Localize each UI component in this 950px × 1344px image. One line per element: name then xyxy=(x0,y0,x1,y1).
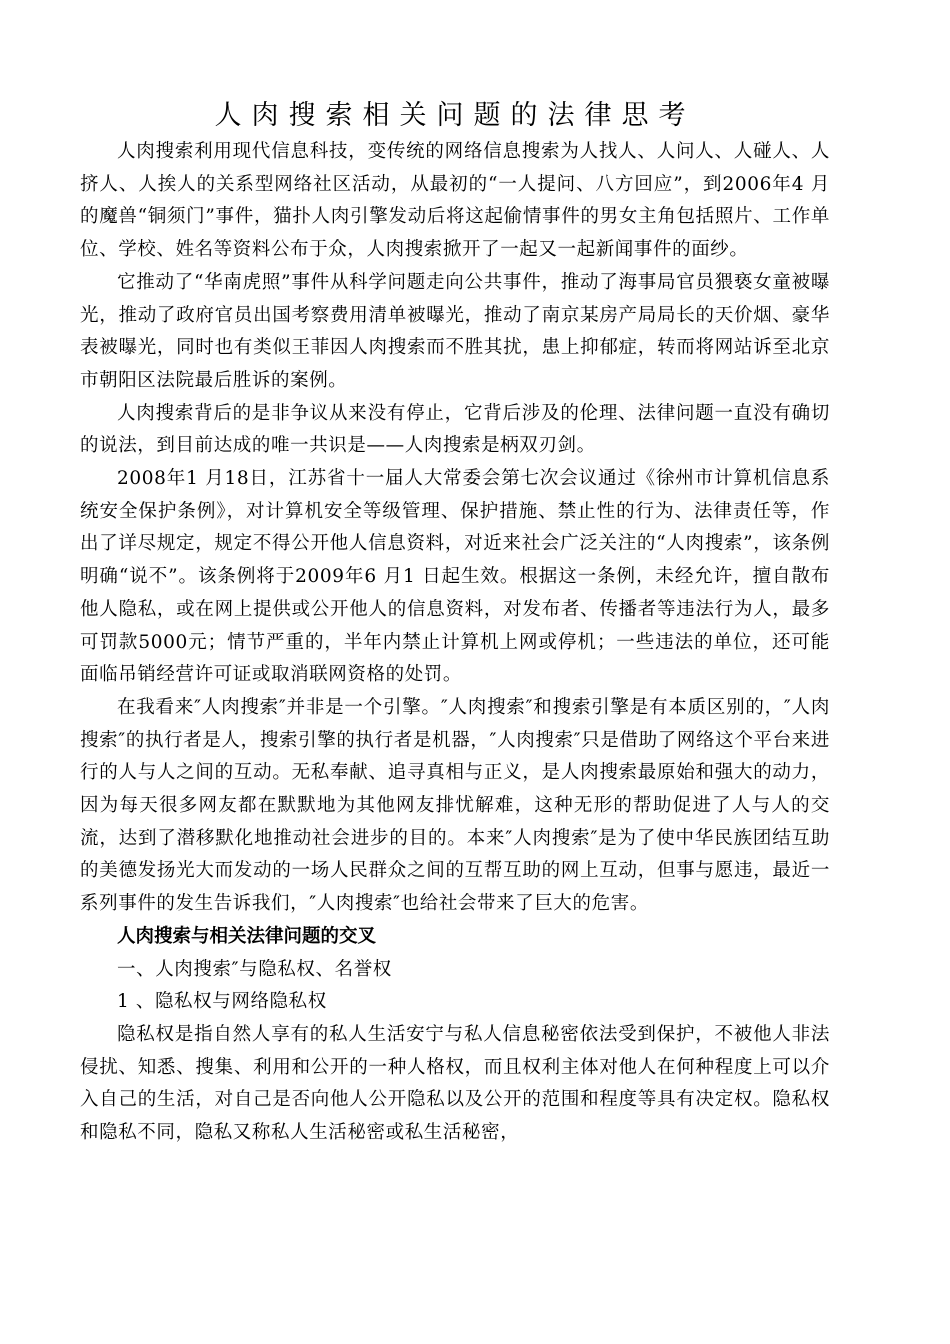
section-heading: 人肉搜索与相关法律问题的交叉 xyxy=(117,925,377,947)
paragraph: 人肉搜索背后的是非争议从来没有停止，它背后涉及的伦理、法律问题一直没有确切的说法，到目前达成的唯一共识是——人肉搜索是柄双刃剑。 xyxy=(80,402,830,457)
document-page xyxy=(80,96,830,1150)
paragraph: 隐私权是指自然人享有的私人生活安宁与私人信息秘密依法受到保护，不被他人非法侵扰、知悉、搜集、利用和公开的一种人格权，而且权利主体对他人在何种程度上可以介入自己的生活，对自己是否向他人公开隐私以及公开的范围和程度等具有决定权。隐私权和隐私不同，隐私又称私人生活秘密或私生活秘密， xyxy=(80,1023,830,1144)
paragraph: 它推动了“华南虎照”事件从科学问题走向公共事件，推动了海事局官员猥亵女童被曝光，推动了政府官员出国考察费用清单被曝光，推动了南京某房产局局长的天价烟、豪华表被曝光，同时也有类似王菲因人肉搜索而不胜其扰，患上抑郁症，转而将网站诉至北京市朝阳区法院最后胜诉的案例。 xyxy=(80,271,830,391)
document-title: 人肉搜索相关问题的法律思考 xyxy=(214,100,696,131)
subheading: 一、人肉搜索″与隐私权、名誉权 xyxy=(117,958,392,980)
paragraph: 人肉搜索利用现代信息科技，变传统的网络信息搜索为人找人、人问人、人碰人、人挤人、人挨人的关系型网络社区活动，从最初的“一人提问、八方回应”，到2006年4 月的魔兽“铜须门”事件，猫扑人肉引擎发动后将这起偷情事件的男女主角包括照片、工作单位、学校、姓名等资料公布于众，人肉搜索掀开了一起又一起新闻事件的面纱。 xyxy=(80,141,830,261)
subheading: 1 、隐私权与网络隐私权 xyxy=(117,991,327,1013)
paragraph: 2008年1 月18日，江苏省十一届人大常委会第七次会议通过《徐州市计算机信息系统安全保护条例》，对计算机安全等级管理、保护措施、禁止性的行为、法律责任等，作出了详尽规定，规定不得公开他人信息资料，对近来社会广泛关注的“人肉搜索”，该条例明确“说不”。该条例将于2009年6 月1 日起生效。根据这一条例，未经允许，擅自散布他人隐私，或在网上提供或公开他人的信息资料，对发布者、传播者等违法行为人，最多可罚款5000元；情节严重的，半年内禁止计算机上网或停机；一些违法的单位，还可能面临吊销经营许可证或取消联网资格的处罚。 xyxy=(80,468,830,686)
paragraph: 在我看来″人肉搜索″并非是一个引擎。″人肉搜索″和搜索引擎是有本质区别的，″人肉搜索″的执行者是人，搜索引擎的执行者是机器，″人肉搜索″只是借助了网络这个平台来进行的人与人之间的互动。无私奉献、追寻真相与正义，是人肉搜索最原始和强大的动力，因为每天很多网友都在默默地为其他网友排忧解难，这种无形的帮助促进了人与人的交流，达到了潜移默化地推动社会进步的目的。本来″人肉搜索″是为了使中华民族团结互助的美德发扬光大而发动的一场人民群众之间的互帮互助的网上互动，但事与愿违，最近一系列事件的发生告诉我们，″人肉搜索″也给社会带来了巨大的危害。 xyxy=(80,696,830,915)
